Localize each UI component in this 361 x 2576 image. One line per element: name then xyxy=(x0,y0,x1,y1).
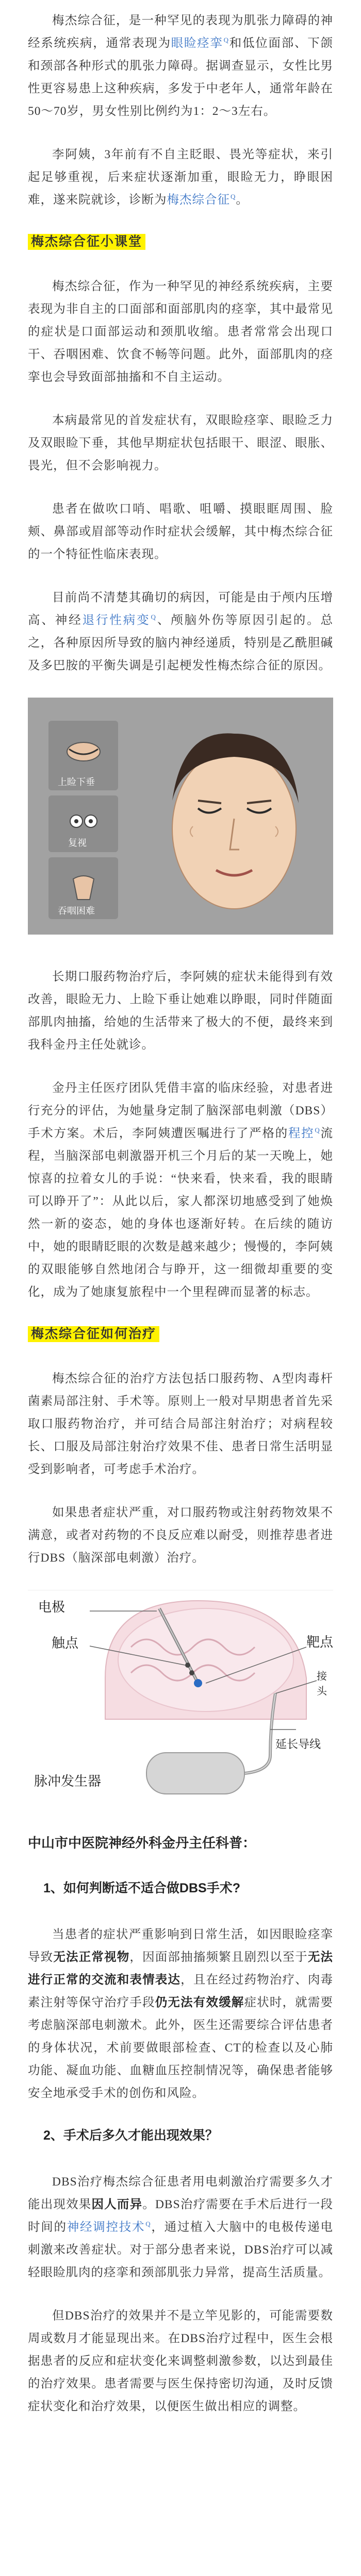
figure1-label-dysphagia: 吞咽困难 xyxy=(58,906,95,916)
answer-text: 症状时，就需要考虑脑深部电刺激术。此外，医生还需要综合评估患者的身体状况，术前要做眼部检查、CT的检查以及心肺功能、凝血功能、血糖血压控制情况等，确保患者能够安全地承受手术的创伤和风险。 xyxy=(28,1996,334,2100)
story-text: 。 xyxy=(236,193,249,207)
answer-text: ，且在经过药物治疗、肉毒素注射等保守治疗手段 xyxy=(28,1973,334,2009)
bold-text: 无法进行正常的交流和表情表达 xyxy=(28,1951,334,1987)
figure1-label-ptosis: 上睑下垂 xyxy=(58,777,95,787)
question-1: 1、如何判断适不适合做DBS手术? xyxy=(43,1881,240,1895)
paragraph-treatment-story xyxy=(28,1077,333,1303)
intro-paragraph xyxy=(28,9,333,123)
link-degeneration[interactable]: 退行性病变 xyxy=(82,614,151,627)
treatment-text: 金丹主任医疗团队凭借丰富的临床经验，对患者进行充分的评估，为她量身定制了脑深部电刺激（DBS）手术方案。术后，李阿姨遭医嘱进行了严格的 xyxy=(28,1081,333,1140)
answer-text: ，通过植入大脑中的电极传递电刺激来改善症状。对于部分患者来说，DBS治疗可以减轻眼睑肌肉的痉挛和颈部肌张力异常，提高生活质量。 xyxy=(28,2221,334,2279)
intro-text: 和低位面部、下颌和颈部各种形式的肌张力障碍。据调查显示，女性比男性更容易患上这种疾病，多发于中老年人，通常年龄在50～70岁，男女性别比例约为1：2～3左右。 xyxy=(28,37,334,118)
story-text: 李阿姨，3年前有不自主眨眼、畏光等症状，来引起足够重视，后来症状逐渐加重，眼睑无力，睁眼困难，遂来院就诊，诊断为 xyxy=(28,148,333,207)
link-meige-syndrome[interactable]: 梅杰综合征 xyxy=(167,193,230,207)
answer-3: 但DBS治疗的效果并不是立竿见影的，可能需要数周或数月才能显现出来。在DBS治疗过程中，医生会根据患者的反应和症状变化来调整刺激参数，以达到最佳的治疗效果。患者需要与医生保持密切沟通，及时反馈症状变化和治疗效果，以便医生做出相应的调整。 xyxy=(28,2309,333,2413)
paragraph-treatment-methods: 梅杰综合征的治疗方法包括口服药物、A型肉毒杆菌素局部注射、手术等。原则上一般对早期患者首先采取口服药物治疗，并可结合局部注射治疗；对病程较长、口服及局部注射治疗效果不佳、患者日常生活明显受到影响者，可考虑手术治疗。 xyxy=(28,1372,333,1476)
section-title: 梅杰综合征如何治疗 xyxy=(28,1326,159,1342)
figure-eyelid-illustration xyxy=(28,698,333,935)
face-illustration xyxy=(28,698,333,935)
paragraph-cause xyxy=(28,586,333,677)
dbs-label-electrode: 电极 xyxy=(38,1599,65,1615)
paragraph-definition: 梅杰综合征，作为一种罕见的神经系统疾病，主要表现为非自主的口面部和面部肌肉的痉挛，其中最常见的症状是口面部运动和颈肌收缩。患者常常会出现口干、吞咽困难、饮食不畅等问题。此外，面部肌肉的痉挛也会导致面部抽搐和不自主运动。 xyxy=(28,280,333,384)
section-title: 梅杰综合征小课堂 xyxy=(28,234,145,250)
bold-text: 无法正常视物 xyxy=(53,1951,130,1964)
answer-text: 当患者的症状严重影响到日常生活，如因眼睑痉挛导致 xyxy=(28,1928,333,1964)
intro-text: 梅杰综合征，是一种罕见的表现为肌张力障碍的神经系统疾病，通常表现为 xyxy=(28,14,333,50)
answer-text: ，因面部抽搐频繁且剧烈以至于 xyxy=(129,1951,308,1964)
paragraph-dbs-recommend: 如果患者症状严重，对口服药物或注射药物效果不满意，或者对药物的不良反应难以耐受，则推荐患者进行DBS（脑深部电刺激）治疗。 xyxy=(28,1506,333,1565)
dbs-label-contact: 触点 xyxy=(52,1635,79,1651)
expert-intro: 中山市中医院神经外科金丹主任科普： xyxy=(28,1835,256,1851)
question-2: 2、手术后多久才能出现效果？ xyxy=(43,2128,218,2143)
section-heading-1 xyxy=(28,232,333,252)
section-heading-2 xyxy=(28,1324,333,1345)
dbs-label-generator: 脉冲发生器 xyxy=(34,1773,102,1789)
story-paragraph xyxy=(28,143,333,211)
answer-text: DBS治疗梅杰综合征患者用电刺激治疗需要多久才能出现效果 xyxy=(28,2175,333,2211)
answer-1 xyxy=(28,1923,333,2105)
link-eyelid-spasm[interactable]: 眼睑痉挛 xyxy=(171,37,223,50)
dbs-label-connector: 接头 xyxy=(317,1671,327,1697)
bold-text: 仍无法有效缓解 xyxy=(155,1996,244,2009)
bold-text: 因人而异 xyxy=(91,2198,143,2211)
search-marker-icon[interactable]: Q xyxy=(231,193,236,201)
figure-dbs-diagram xyxy=(28,1590,333,1802)
dbs-label-extension: 延长导线 xyxy=(275,1738,321,1751)
link-neuromodulation[interactable]: 神经调控技术 xyxy=(67,2221,145,2234)
figure1-label-diplopia: 复视 xyxy=(68,838,87,848)
paragraph-early-symptoms: 本病最常见的首发症状有，双眼睑痉挛、眼睑乏力及双眼睑下垂，其他早期症状包括眼干、眼涩、眼胀、畏光，但不会影响视力。 xyxy=(28,414,333,472)
answer-text: 。DBS治疗需要在手术后进行一段时间的 xyxy=(28,2198,334,2234)
paragraph-relief-actions: 患者在做吹口哨、唱歌、咀嚼、摸眼眶周围、脸颊、鼻部或眉部等动作时症状会缓解，其中梅杰综合征的一个特征性临床表现。 xyxy=(28,502,333,561)
answer-2 xyxy=(28,2171,333,2284)
search-marker-icon[interactable]: Q xyxy=(223,36,229,44)
cause-text: 目前尚不清楚其确切的病因，可能是由于颅内压增高、神经 xyxy=(28,591,333,627)
cause-text: 、颅脑外伤等原因引起的。总之，各种原因所导致的脑内神经递质，特别是乙酰胆碱及多巴胺的平衡失调是引起梗发性梅杰综合征的原因。 xyxy=(28,614,334,672)
paragraph-patient-history: 长期口服药物治疗后，李阿姨的症状未能得到有效改善，眼睑无力、上睑下垂让她难以睁眼，同时伴随面部肌肉抽搐，给她的生活带来了极大的不便，最终来到我科金丹主任处就诊。 xyxy=(28,970,333,1052)
search-marker-icon[interactable]: Q xyxy=(315,1126,320,1134)
dbs-label-target: 靶点 xyxy=(306,1634,333,1650)
search-marker-icon[interactable]: Q xyxy=(151,613,156,621)
dbs-diagram xyxy=(28,1590,333,1802)
treatment-text: 流程，当脑深部电刺激器开机三个月后的某一天晚上，她惊喜的拉着女儿的手说：“快来看，快来看，我的眼睛可以睁开了”：从此以后，家人都深切地感受到了她焕然一新的姿态，她的身体也逐渐好转。在后续的随访中，她的眼睛眨眼的次数是越来越少；慢慢的，李阿姨的双眼能够自然地闭合与睁开，这一细微却重要的变化，成为了她康复旅程中一个里程碑而显著的标志。 xyxy=(28,1127,334,1299)
link-programming[interactable]: 程控 xyxy=(288,1127,315,1140)
search-marker-icon[interactable]: Q xyxy=(145,2220,151,2228)
